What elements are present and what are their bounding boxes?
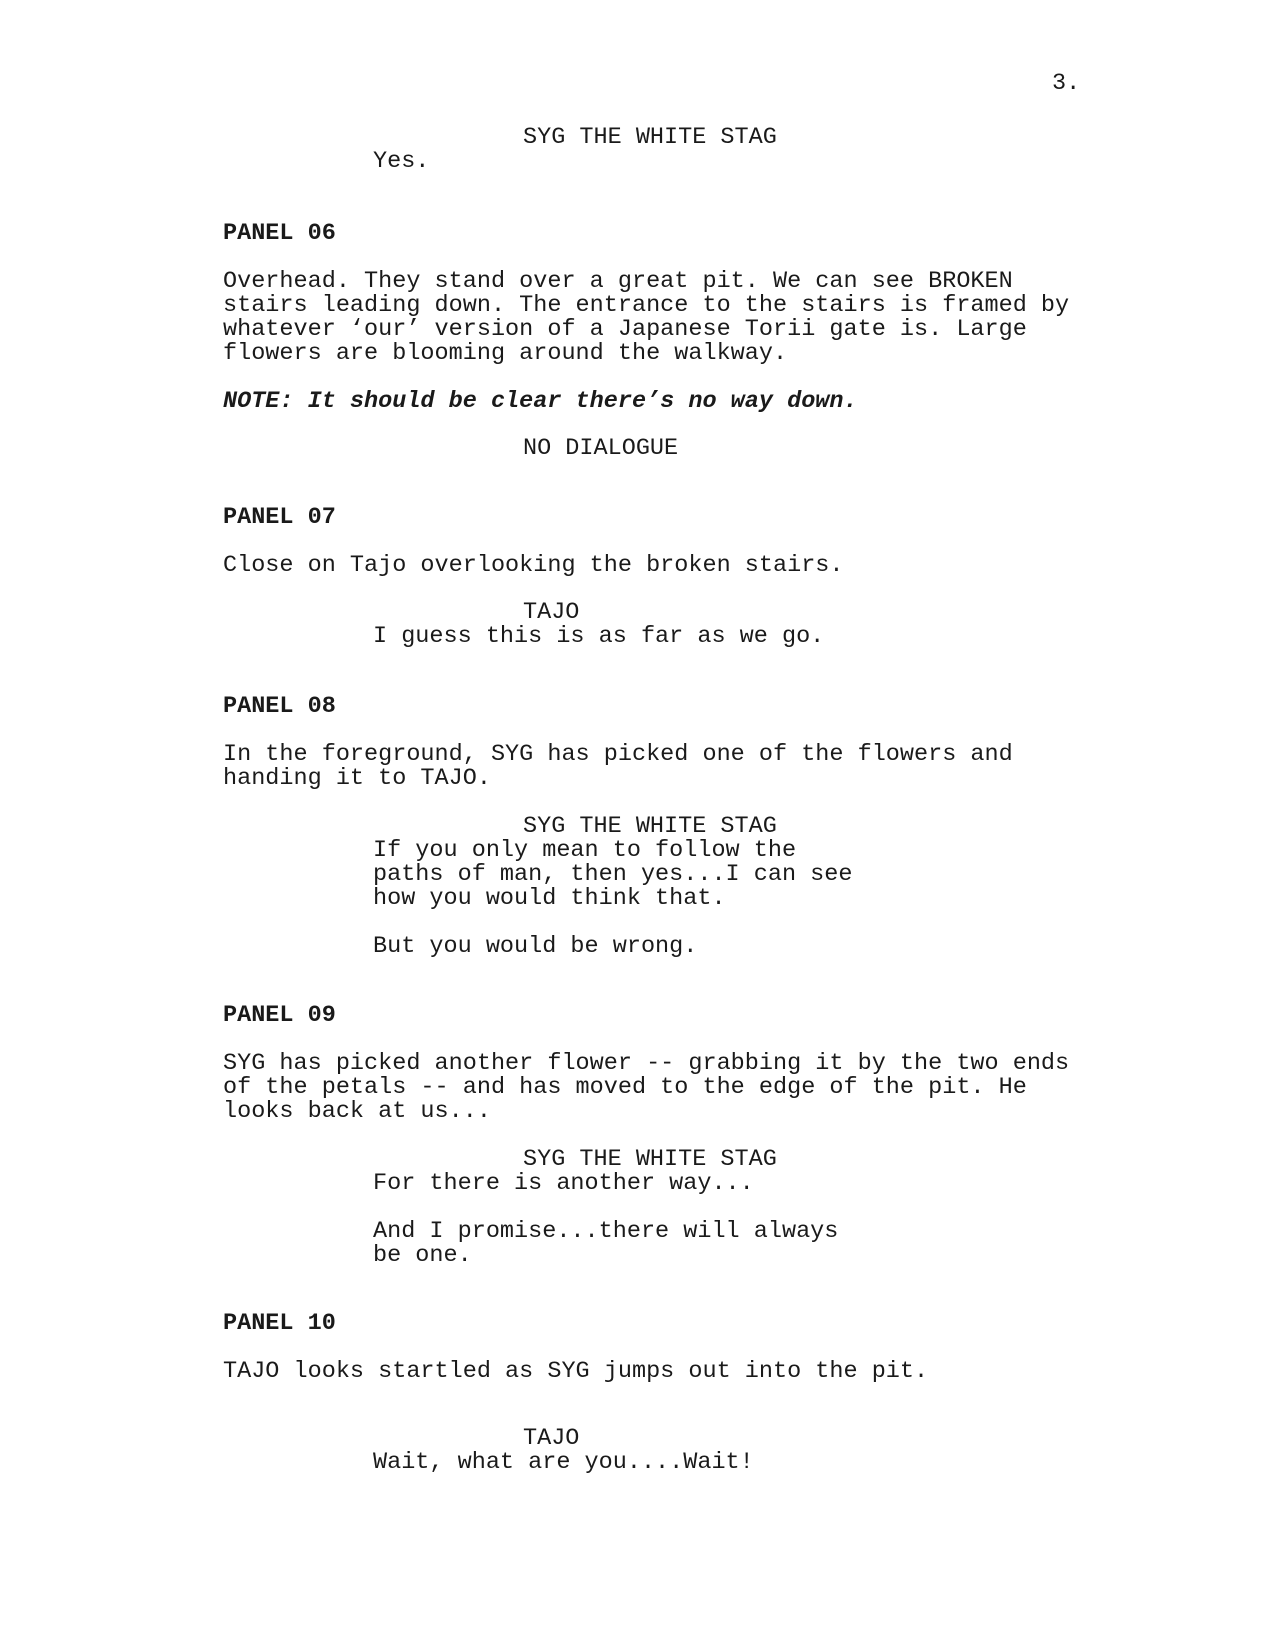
action-line: Close on Tajo overlooking the broken stairs. (223, 552, 844, 579)
page-number: 3. (1052, 70, 1081, 97)
action-line: flowers are blooming around the walkway. (223, 340, 788, 367)
character-cue: SYG THE WHITE STAG (523, 1146, 777, 1173)
dialogue-line: And I promise...there will always (373, 1218, 839, 1245)
panel-heading: PANEL 10 (223, 1310, 336, 1337)
dialogue-line: I guess this is as far as we go. (373, 623, 825, 650)
panel-heading: PANEL 09 (223, 1002, 336, 1029)
panel-heading: PANEL 08 (223, 693, 336, 720)
character-cue: TAJO (523, 599, 580, 626)
dialogue-line: be one. (373, 1242, 472, 1269)
action-line: handing it to TAJO. (223, 765, 491, 792)
action-line: stairs leading down. The entrance to the stairs is framed by (223, 292, 1070, 319)
dialogue-line: For there is another way... (373, 1170, 754, 1197)
no-dialogue-cue: NO DIALOGUE (523, 435, 679, 462)
panel-heading: PANEL 07 (223, 504, 336, 531)
dialogue-line: But you would be wrong. (373, 933, 698, 960)
dialogue-line: If you only mean to follow the (373, 837, 797, 864)
action-line: SYG has picked another flower -- grabbing it by the two ends (223, 1050, 1070, 1077)
action-line: In the foreground, SYG has picked one of the flowers and (223, 741, 1013, 768)
dialogue-line: paths of man, then yes...I can see (373, 861, 853, 888)
dialogue-line: Wait, what are you....Wait! (373, 1449, 754, 1476)
action-line: of the petals -- and has moved to the edge of the pit. He (223, 1074, 1027, 1101)
dialogue-line: Yes. (373, 148, 430, 175)
character-cue: SYG THE WHITE STAG (523, 124, 777, 151)
panel-note: NOTE: It should be clear there’s no way down. (223, 388, 858, 415)
dialogue-line: how you would think that. (373, 885, 726, 912)
character-cue: SYG THE WHITE STAG (523, 813, 777, 840)
action-line: TAJO looks startled as SYG jumps out into the pit. (223, 1358, 929, 1385)
action-line: Overhead. They stand over a great pit. We can see BROKEN (223, 268, 1013, 295)
action-line: whatever ‘our’ version of a Japanese Torii gate is. Large (223, 316, 1027, 343)
character-cue: TAJO (523, 1425, 580, 1452)
action-line: looks back at us... (223, 1098, 491, 1125)
panel-heading: PANEL 06 (223, 220, 336, 247)
